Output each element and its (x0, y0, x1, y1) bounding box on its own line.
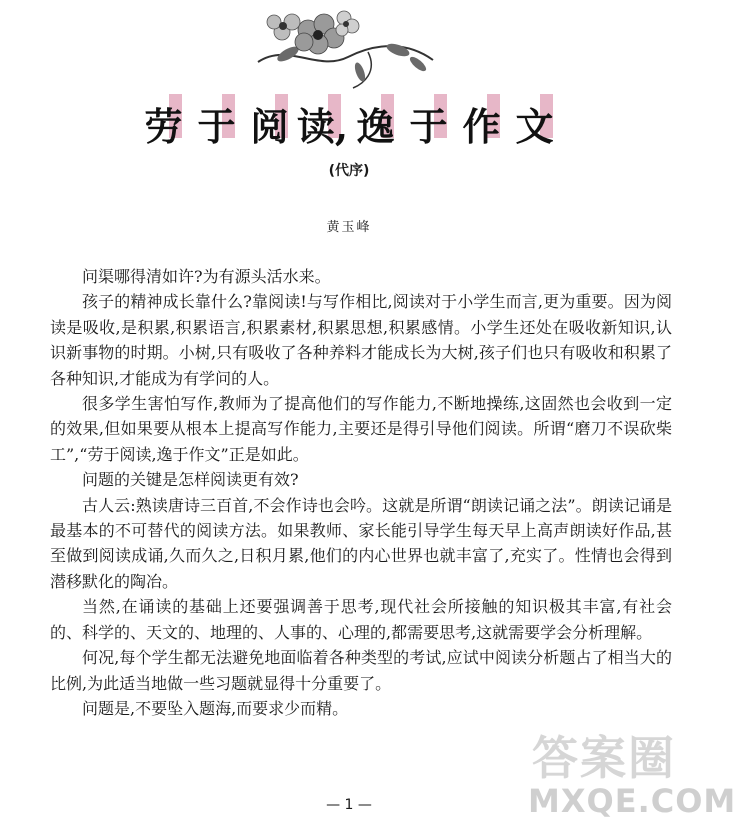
title-char-text: 于 (197, 103, 236, 149)
page-title (0, 88, 698, 158)
page-number: — 1 — (326, 797, 372, 813)
paragraph: 当然,在诵读的基础上还要强调善于思考,现代社会所接触的知识极其丰富,有社会的、科学的、天文的、地理的、人事的、心理的,都需要思考,这就需要学会分析理解。 (50, 597, 672, 642)
title-char (190, 92, 243, 154)
title-char-text: 逸 (356, 103, 395, 149)
title-char-text: 作 (462, 103, 501, 149)
article-body (50, 264, 672, 721)
paragraph: 问题的关键是怎样阅读更有效? (82, 470, 299, 490)
flower-ornament-icon (248, 2, 438, 90)
watermark-en: MXQE.COM (528, 782, 736, 820)
title-char (243, 92, 296, 154)
paragraph: 问题是,不要坠入题海,而要求少而精。 (82, 698, 349, 718)
title-char (455, 92, 508, 154)
watermark-cn: 答案圈 (532, 731, 676, 785)
paragraph: 何况,每个学生都无法避免地面临着各种类型的考试,应试中阅读分析题占了相当大的比例,为此适当地做一些习题就显得十分重要了。 (50, 648, 672, 693)
subtitle: (代序) (328, 163, 370, 179)
author-name: 黄玉峰 (326, 220, 372, 235)
title-char-text: 于 (409, 103, 448, 149)
paragraph: 孩子的精神成长靠什么?靠阅读!与写作相比,阅读对于小学生而言,更为重要。因为阅读是吸收,是积累,积累语言,积累素材,积累思想,积累感情。小学生还处在吸收新知识,认识新事物的时期。小树,只有吸收了各种养料才能成长为大树,孩子们也只有吸收和积累了各种知识,才能成为有学问的人。 (50, 292, 672, 388)
paragraph: 问渠哪得清如许?为有源头活水来。 (82, 267, 331, 286)
title-char-text: 阅 (250, 103, 289, 149)
paragraph: 古人云:熟读唐诗三百首,不会作诗也会吟。这就是所谓“朗读记诵之法”。朗读记诵是最基本的不可替代的阅读方法。如果教师、家长能引导学生每天早上高声朗读好作品,甚至做到阅读成诵,久而久之,日积月累,他们的内心世界也就丰富了,充实了。性情也会得到潜移默化的陶冶。 (50, 495, 672, 591)
title-char (508, 92, 561, 154)
title-char (296, 92, 349, 154)
title-char-text: 劳 (144, 103, 183, 149)
title-char (349, 92, 402, 154)
title-char (137, 92, 190, 154)
paragraph: 很多学生害怕写作,教师为了提高他们的写作能力,不断地操练,这固然也会收到一定的效果,但如果要从根本上提高写作能力,主要还是得引导他们阅读。所谓“磨刀不误砍柴工”,“劳于阅读,逸于作文”正是如此。 (50, 394, 672, 464)
watermark (520, 722, 736, 830)
title-char-text: 文 (515, 103, 554, 149)
title-char-text: 读, (296, 103, 349, 149)
title-char (402, 92, 455, 154)
